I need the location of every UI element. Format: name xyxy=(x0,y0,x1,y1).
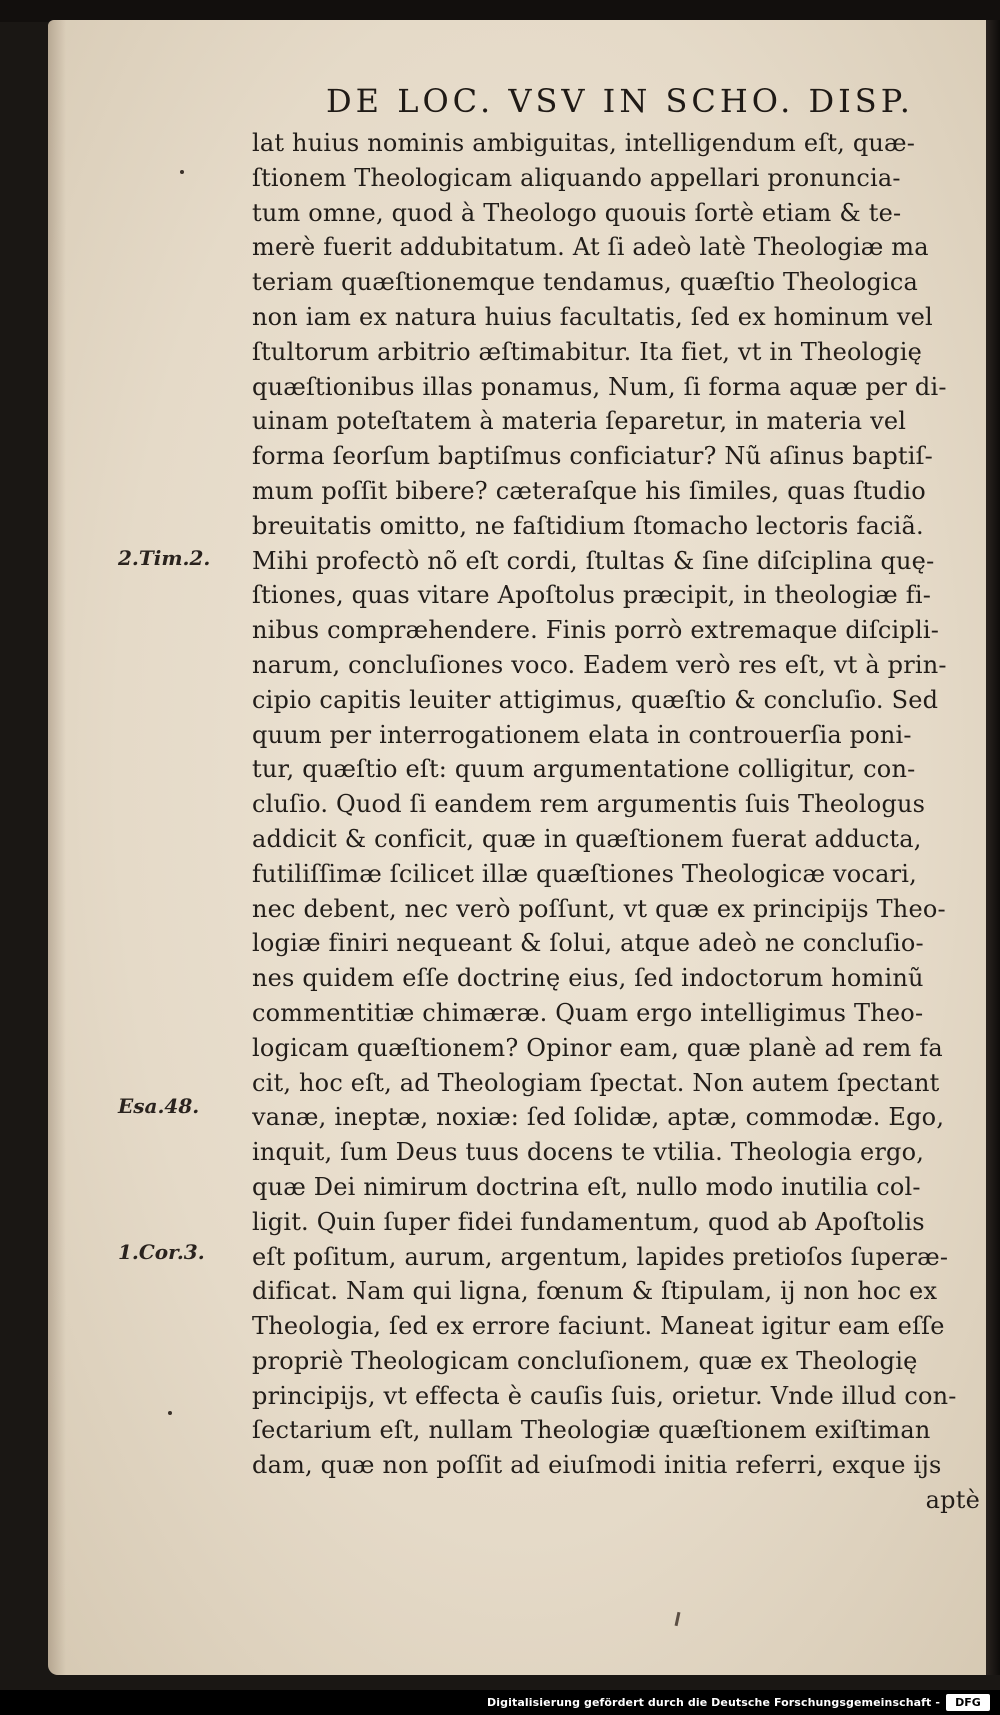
text-line: uinam poteſtatem à materia ſeparetur, in materia vel xyxy=(252,407,907,436)
text-line: tur, quæſtio eſt: quum argumentatione colligitur, con- xyxy=(252,755,916,784)
text-line: nec debent, nec verò poſſunt, vt quæ ex principijs Theo- xyxy=(252,894,946,923)
text-line: ſtultorum arbitrio æſtimabitur. Ita fiet, vt in Theologię xyxy=(252,337,923,366)
text-line: ſectarium eſt, nullam Theologiæ quæſtionem exiſtiman xyxy=(252,1416,931,1445)
text-line: ſtiones, quas vitare Apoſtolus præcipit, in theologiæ fi- xyxy=(252,581,932,610)
text-line: merè fuerit addubitatum. At ſi adeò latè Theologiæ ma xyxy=(252,233,929,262)
text-line: non iam ex natura huius facultatis, ſed ex hominum vel xyxy=(252,302,933,331)
text-line: commentitiæ chimæræ. Quam ergo intelligimus Theo- xyxy=(252,998,924,1027)
text-line: dam, quæ non poſſit ad eiuſmodi initia referri, exque ijs xyxy=(252,1451,942,1480)
text-line: inquit, ſum Deus tuus docens te vtilia. Theologia ergo, xyxy=(252,1138,925,1167)
text-line: dificat. Nam qui ligna, fœnum & ſtipulam, ij non hoc ex xyxy=(252,1277,938,1306)
text-line: ligit. Quin ſuper fidei fundamentum, quod ab Apoſtolis xyxy=(252,1207,925,1236)
dfg-logo: DFG xyxy=(946,1694,990,1711)
text-line: ſtionem Theologicam aliquando appellari pronuncia- xyxy=(252,163,901,192)
running-head: DE LOC. VSV IN SCHO. DISP. xyxy=(326,82,914,120)
margin-note-2-tim: 2.Tim.2. xyxy=(118,546,211,570)
text-line: quæſtionibus illas ponamus, Num, ſi forma aquæ per di- xyxy=(252,372,947,401)
margin-dot xyxy=(168,1411,172,1415)
text-line: cit, hoc eſt, ad Theologiam ſpectat. Non autem ſpectant xyxy=(252,1068,940,1097)
text-line: tum omne, quod à Theologo quouis ſortè etiam & te- xyxy=(252,198,902,227)
text-line: narum, concluſiones voco. Eadem verò res eſt, vt à prin- xyxy=(252,650,947,679)
text-line: breuitatis omitto, ne faſtidium ſtomacho lectoris faciã. xyxy=(252,511,924,540)
text-line: nibus compræhendere. Finis porrò extremaque diſcipli- xyxy=(252,616,940,645)
margin-dot xyxy=(180,170,184,174)
page-gutter-shadow xyxy=(48,20,66,1675)
text-line: nes quidem eſſe doctrinę eius, ſed indoctorum hominũ xyxy=(252,964,924,993)
catchword: aptè xyxy=(925,1486,980,1515)
text-line: futiliſſimæ ſcilicet illæ quæſtiones Theologicæ vocari, xyxy=(252,859,917,888)
text-line: logicam quæſtionem? Opinor eam, quæ planè ad rem fa xyxy=(252,1033,943,1062)
text-line: Mihi profectò nõ eſt cordi, ſtultas & ſine diſciplina quę- xyxy=(252,546,935,575)
margin-note-esa: Esa.48. xyxy=(118,1094,200,1118)
text-line: lat huius nominis ambiguitas, intelligendum eſt, quæ- xyxy=(252,129,916,157)
text-line: vanæ, ineptæ, noxiæ: ſed ſolidæ, aptæ, commodæ. Ego, xyxy=(252,1103,945,1132)
text-line: cipio capitis leuiter attigimus, quæſtio & concluſio. Sed xyxy=(252,685,939,714)
margin-note-1-cor: 1.Cor.3. xyxy=(118,1240,205,1264)
text-line: forma ſeorſum baptiſmus conficiatur? Nũ aſinus baptiſ- xyxy=(252,442,933,471)
body-text xyxy=(252,126,992,1518)
text-line: propriè Theologicam concluſionem, quæ ex Theologię xyxy=(252,1346,918,1375)
digitization-credit: Digitalisierung gefördert durch die Deutsche Forschungsgemeinschaft - xyxy=(487,1696,940,1709)
text-line: eſt poſitum, aurum, argentum, lapides pretioſos ſuperæ- xyxy=(252,1242,949,1271)
scan-top-edge xyxy=(0,0,1000,22)
text-line: logiæ finiri nequeant & ſolui, atque adeò ne concluſio- xyxy=(252,929,924,958)
text-line: addicit & conficit, quæ in quæſtionem fuerat adducta, xyxy=(252,824,922,853)
text-line: quæ Dei nimirum doctrina eſt, nullo modo inutilia col- xyxy=(252,1172,921,1201)
text-line: quum per interrogationem elata in controuerſia poni- xyxy=(252,720,912,749)
text-line: mum poſſit bibere? cæteraſque his ſimiles, quas ſtudio xyxy=(252,476,926,505)
text-line: principijs, vt effecta è cauſis ſuis, orietur. Vnde illud con- xyxy=(252,1381,957,1410)
text-line: cluſio. Quod ſi eandem rem argumentis ſuis Theologus xyxy=(252,790,926,819)
text-line: Theologia, ſed ex errore faciunt. Maneat igitur eam eſſe xyxy=(252,1312,945,1341)
text-line: teriam quæſtionemque tendamus, quæſtio Theologica xyxy=(252,268,919,297)
